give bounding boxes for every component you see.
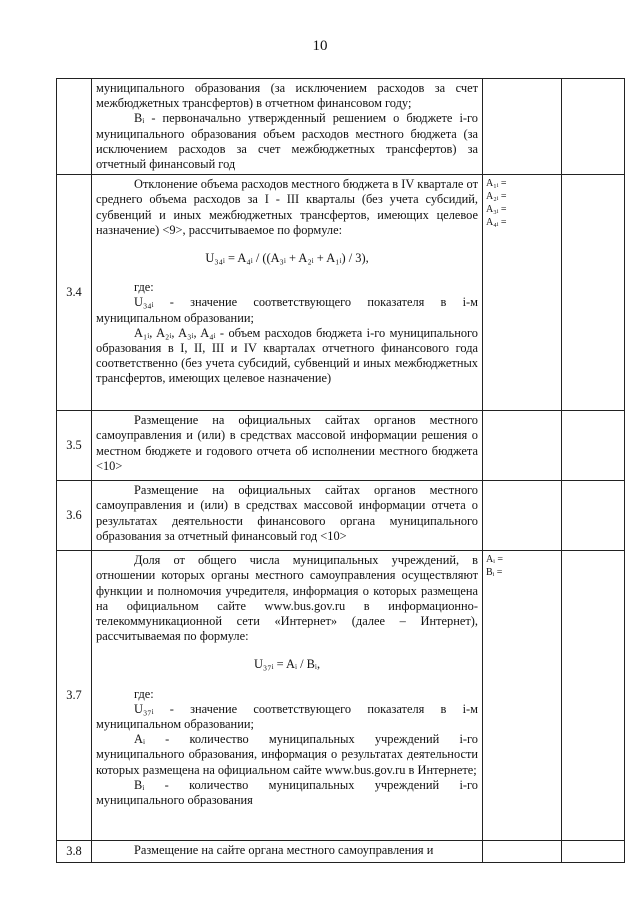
row-number: 3.5 bbox=[57, 411, 92, 481]
table-row bbox=[57, 481, 625, 551]
value-cell bbox=[562, 175, 625, 411]
variables-cell bbox=[483, 411, 562, 481]
indicators-table bbox=[56, 78, 625, 863]
paragraph: U₃₄ᵢ - значение соответствующего показателя в i-м муниципальном образовании; bbox=[96, 295, 478, 325]
indicator-description bbox=[92, 411, 483, 481]
paragraph: Aᵢ - количество муниципальных учреждений i-го муниципального образования, информация о результатах деятельности которых размещена на официальном сайте www.bus.gov.ru в Интернете; bbox=[96, 732, 478, 777]
variable-label: Aᵢ = bbox=[486, 554, 503, 566]
table-row bbox=[57, 79, 625, 175]
variable-label: A₂ᵢ = bbox=[486, 191, 507, 203]
paragraph: Bᵢ - количество муниципальных учреждений i-го муниципального образования bbox=[96, 777, 478, 808]
variable-label: A₄ᵢ = bbox=[486, 217, 507, 229]
value-cell bbox=[562, 79, 625, 175]
row-number: 3.8 bbox=[57, 841, 92, 863]
paragraph: муниципального образования (за исключением расходов за счет межбюджетных трансфертов) в отчетном финансовом году; bbox=[96, 81, 478, 111]
variable-label: Bᵢ = bbox=[486, 567, 503, 579]
variable-label: A₃ᵢ = bbox=[486, 204, 507, 216]
indicator-description bbox=[92, 841, 483, 863]
paragraph: Bᵢ - первоначально утвержденный решением о бюджете i-го муниципального образования объем расходов местного бюджета (за исключением расходов за счет межбюджетных трансфертов) за отчетный финансовый год bbox=[96, 111, 478, 172]
row-number: 3.6 bbox=[57, 481, 92, 551]
paragraph: Размещение на сайте органа местного самоуправления и bbox=[134, 843, 434, 858]
variables-cell bbox=[483, 175, 562, 411]
indicator-description bbox=[92, 551, 483, 841]
table-row bbox=[57, 551, 625, 841]
paragraph: Доля от общего числа муниципальных учреждений, в отношении которых органы местного самоуправления осуществляют функции и полномочия учредителя, информация о которых размещена на официальном сайте www.bus.gov.ru в информационно-телекоммуникационной сети «Интернет» (далее – Интернет), рассчитываемая по формуле: bbox=[96, 553, 478, 644]
value-cell bbox=[562, 841, 625, 863]
row-number: 3.7 bbox=[57, 551, 92, 841]
variables-cell bbox=[483, 551, 562, 841]
variable-label: A₁ᵢ = bbox=[486, 178, 507, 190]
row-number bbox=[57, 79, 92, 175]
paragraph: Размещение на официальных сайтах органов местного самоуправления и (или) в средствах массовой информации отчета о результатах деятельности финансового органа муниципального образования за отчетный финансовый год <10> bbox=[96, 483, 478, 543]
variables-cell bbox=[483, 841, 562, 863]
row-number: 3.4 bbox=[57, 175, 92, 411]
formula: U₃₄ᵢ = A₄ᵢ / ((A₃ᵢ + A₂ᵢ + A₁ᵢ) / 3), bbox=[205, 251, 369, 266]
value-cell bbox=[562, 411, 625, 481]
table-row bbox=[57, 411, 625, 481]
indicator-description bbox=[92, 481, 483, 551]
formula: U₃₇ᵢ = Aᵢ / Bᵢ, bbox=[253, 657, 321, 672]
page-number: 10 bbox=[312, 38, 328, 54]
indicator-description bbox=[92, 79, 483, 175]
variables-cell bbox=[483, 481, 562, 551]
paragraph: Размещение на официальных сайтах органов местного самоуправления и (или) в средствах массовой информации решения о местном бюджете и годового отчета об исполнении местного бюджета <10> bbox=[96, 413, 478, 473]
paragraph: Отклонение объема расходов местного бюджета в IV квартале от среднего объема расходов за I - III кварталы (без учета субсидий, субвенций и иных межбюджетных трансфертов, имеющих целевое назначение) <9>, рассчитываемое по формуле: bbox=[96, 177, 478, 237]
table-row bbox=[57, 841, 625, 863]
value-cell bbox=[562, 481, 625, 551]
table-row bbox=[57, 175, 625, 411]
paragraph: где: bbox=[134, 686, 154, 701]
value-cell bbox=[562, 551, 625, 841]
indicator-description bbox=[92, 175, 483, 411]
variables-cell bbox=[483, 79, 562, 175]
paragraph: где: bbox=[134, 280, 154, 295]
paragraph: U₃₇ᵢ - значение соответствующего показателя в i-м муниципальном образовании; bbox=[96, 701, 478, 732]
paragraph: A₁ᵢ, A₂ᵢ, A₃ᵢ, A₄ᵢ - объем расходов бюджета i-го муниципального образования в I, II, III и IV кварталах отчетного финансового года соответственно (без учета субсидий, субвенций и иных межбюджетных трансфертов, имеющих целевое назначение) bbox=[96, 325, 478, 386]
